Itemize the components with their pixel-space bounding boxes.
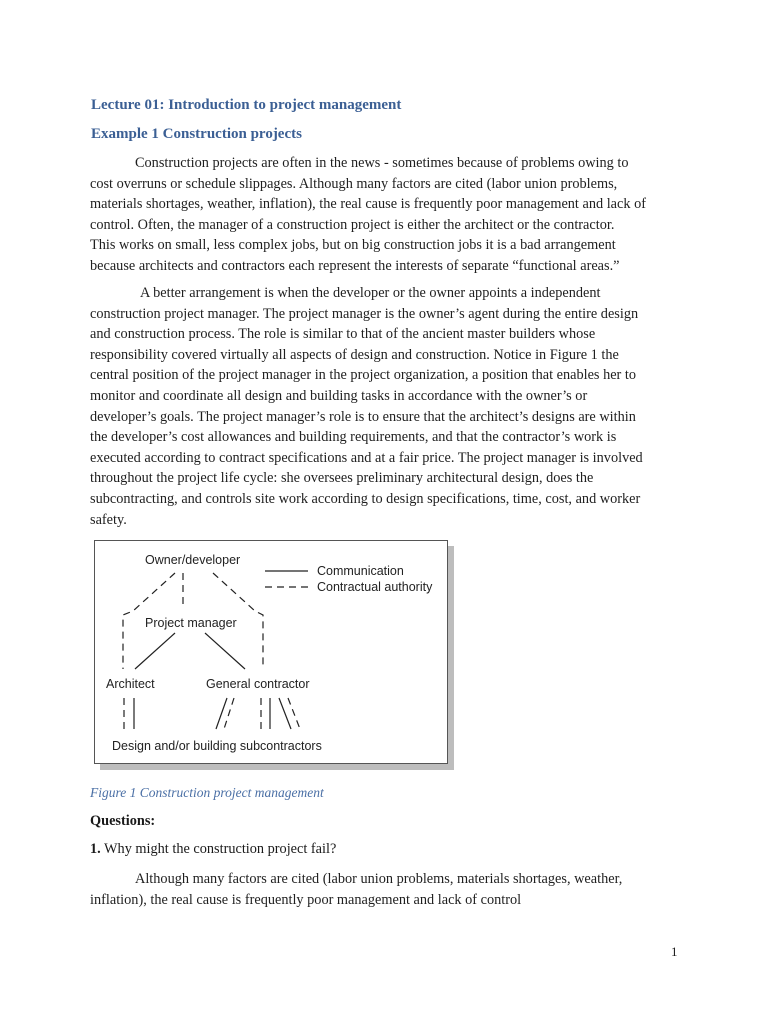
paragraph-2-line: the developer’s cost allowances and building requirements, and that the contractor’s work is [90, 429, 617, 446]
paragraph-2-line: safety. [90, 511, 127, 528]
paragraph-1-line: materials shortages, weather, inflation), the real cause is frequently poor management and lack of [90, 196, 646, 213]
answer-1-line: Although many factors are cited (labor union problems, materials shortages, weather, [135, 871, 623, 887]
paragraph-2-line: monitor and coordinate all design and building tasks in accordance with the owner’s or [90, 387, 588, 404]
paragraph-2-line: executed according to contract specifications and at a fair price. The project manager is involved [90, 449, 643, 466]
question-1-number: 1. [90, 841, 101, 857]
org-chart-diagram [95, 541, 447, 763]
legend-contractual: Contractual authority [317, 580, 433, 594]
architect-node: Architect [106, 677, 155, 691]
paragraph-1 [90, 153, 682, 277]
org-chart-figure [94, 540, 448, 764]
question-1 [90, 841, 336, 858]
page-number: 1 [671, 944, 678, 959]
answer-1-line: inflation), the real cause is frequently poor management and lack of control [90, 891, 522, 908]
pm-to-architect-line [135, 633, 175, 669]
contractual-lines [123, 573, 300, 729]
paragraph-1-line: Construction projects are often in the news - sometimes because of problems owing to [135, 155, 629, 171]
project-manager-node: Project manager [145, 616, 237, 630]
paragraph-2 [90, 283, 682, 530]
questions-heading: Questions: [90, 813, 156, 829]
figure-caption: Figure 1 Construction project management [90, 785, 324, 800]
legend-communication: Communication [317, 564, 404, 578]
answer-1 [90, 869, 682, 910]
paragraph-1-line: cost overruns or schedule slippages. Although many factors are cited (labor union problems, [90, 175, 618, 192]
paragraph-1-line: because architects and contractors each represent the interests of separate “functional areas.” [90, 257, 620, 274]
paragraph-2-line: central position of the project manager in the project organization, a position that enables her to [90, 367, 637, 384]
subcontractors-node: Design and/or building subcontractors [112, 739, 322, 753]
paragraph-2-line: throughout the project life cycle: she oversees preliminary architectural design, does the [90, 470, 594, 487]
paragraph-2-line: responsibility covered virtually all aspects of design and construction. Notice in Figure 1 the [90, 346, 619, 363]
paragraph-1-line: control. Often, the manager of a construction project is either the architect or the contractor. [90, 216, 615, 233]
example-title: Example 1 Construction projects [91, 126, 302, 142]
paragraph-1-line: This works on small, less complex jobs, but on big construction jobs it is a bad arrangement [90, 237, 616, 254]
general-contractor-node: General contractor [206, 677, 310, 691]
owner-node: Owner/developer [145, 553, 241, 567]
paragraph-2-line: developer’s goals. The project manager’s role is to ensure that the architect’s designs are within [90, 408, 636, 425]
paragraph-2-line: A better arrangement is when the developer or the owner appoints a independent [140, 285, 601, 301]
question-1-text: Why might the construction project fail? [100, 841, 337, 857]
paragraph-2-line: subcontracting, and controls site work according to design specifications, time, cost, and worker [90, 490, 641, 507]
paragraph-2-line: and construction process. The role is similar to that of the ancient master builders whose [90, 326, 596, 343]
lecture-title: Lecture 01: Introduction to project management [91, 97, 402, 113]
pm-to-contractor-line [205, 633, 245, 669]
paragraph-2-line: construction project manager. The project manager is the owner’s agent during the entire design [90, 305, 639, 322]
